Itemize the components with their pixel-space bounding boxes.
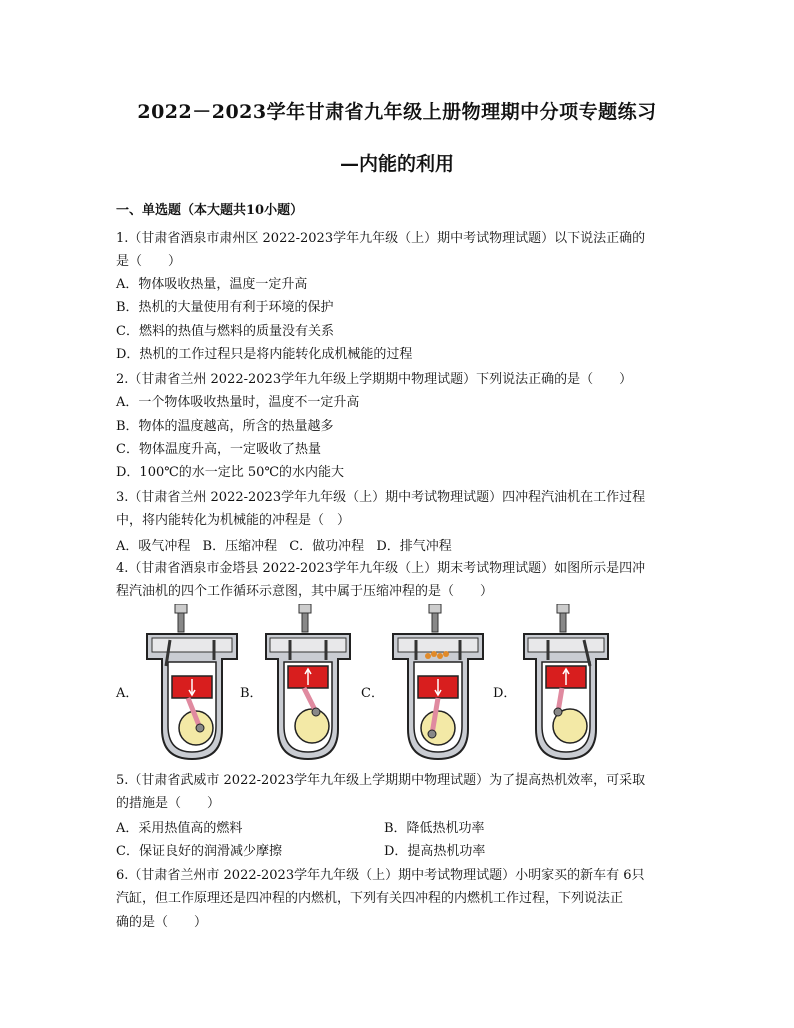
q2-option-c: C．物体温度升高，一定吸收了热量 <box>116 442 321 457</box>
q2-stem-line-1: 2.（甘肃省兰州 2022-2023学年九年级上学期期中物理试题）下列说法正确的是（ ） <box>116 372 633 387</box>
q1-option-b: B．热机的大量使用有利于环境的保护 <box>116 300 334 315</box>
q2-option-a: A．一个物体吸收热量时，温度不一定升高 <box>116 395 360 410</box>
engine-d-body <box>524 604 608 759</box>
q4-stem-line-2: 程汽油机的四个工作循环示意图，其中属于压缩冲程的是（ ） <box>116 584 494 599</box>
q1-stem-line-2: 是（ ） <box>116 254 182 269</box>
title-line-2: —内能的利用 <box>339 153 454 175</box>
engine-figure-row <box>116 604 716 764</box>
q1-option-c: C．燃料的热值与燃料的质量没有关系 <box>116 324 334 339</box>
engine-diagram-c <box>388 604 488 764</box>
figure-label-b: B． <box>240 686 263 701</box>
section-heading: 一、单选题（本大题共10小题） <box>116 203 304 218</box>
engine-diagram-a <box>142 604 242 764</box>
engine-c-body <box>393 604 483 759</box>
q3-option-a: A．吸气冲程 <box>116 539 191 554</box>
engine-b-body <box>266 604 350 759</box>
engine-diagram-b <box>258 604 358 764</box>
q3-option-d: D．排气冲程 <box>376 539 452 554</box>
q3-stem-line-2: 中，将内能转化为机械能的冲程是（ ） <box>116 513 351 528</box>
q1-option-d: D．热机的工作过程只是将内能转化成机械能的过程 <box>116 347 413 362</box>
q5-stem-line-2: 的措施是（ ） <box>116 796 221 811</box>
q3-option-c: C．做功冲程 <box>289 539 365 554</box>
q6-stem-line-1: 6.（甘肃省兰州市 2022-2023学年九年级（上）期中考试物理试题）小明家买的新车有 6只 <box>116 868 645 883</box>
q1-stem-line-1: 1.（甘肃省酒泉市肃州区 2022-2023学年九年级（上）期中考试物理试题）以下说法正确的 <box>116 231 646 246</box>
figure-label-d: D． <box>493 686 517 701</box>
figure-label-a: A． <box>116 686 139 701</box>
q5-stem-line-1: 5.（甘肃省武威市 2022-2023学年九年级上学期期中物理试题）为了提高热机效率，可采取 <box>116 773 646 788</box>
q2-option-d: D．100℃的水一定比 50℃的水内能大 <box>116 465 344 480</box>
engine-diagram-d <box>516 604 616 764</box>
title-line-1: 2022－2023学年甘肃省九年级上册物理期中分项专题练习 <box>137 101 657 123</box>
q4-stem-line-1: 4.（甘肃省酒泉市金塔县 2022-2023学年九年级（上）期末考试物理试题）如图所示是四冲 <box>116 561 646 576</box>
q2-option-b: B．物体的温度越高，所含的热量越多 <box>116 419 334 434</box>
engine-a-body <box>147 604 237 759</box>
q5-option-a: A．采用热值高的燃料 <box>116 821 243 836</box>
q5-option-b: B．降低热机功率 <box>384 821 485 836</box>
q3-option-b: B．压缩冲程 <box>202 539 278 554</box>
q6-stem-line-3: 确的是（ ） <box>116 915 208 930</box>
q6-stem-line-2: 汽缸，但工作原理还是四冲程的内燃机，下列有关四冲程的内燃机工作过程，下列说法正 <box>116 891 624 906</box>
q3-options-row <box>116 535 452 554</box>
figure-label-c: C． <box>361 686 384 701</box>
q5-option-c: C．保证良好的润滑减少摩擦 <box>116 844 282 859</box>
q5-option-d: D．提高热机功率 <box>384 844 486 859</box>
q3-stem-line-1: 3.（甘肃省兰州 2022-2023学年九年级（上）期中考试物理试题）四冲程汽油机在工作过程 <box>116 490 646 505</box>
q1-option-a: A．物体吸收热量，温度一定升高 <box>116 277 308 292</box>
